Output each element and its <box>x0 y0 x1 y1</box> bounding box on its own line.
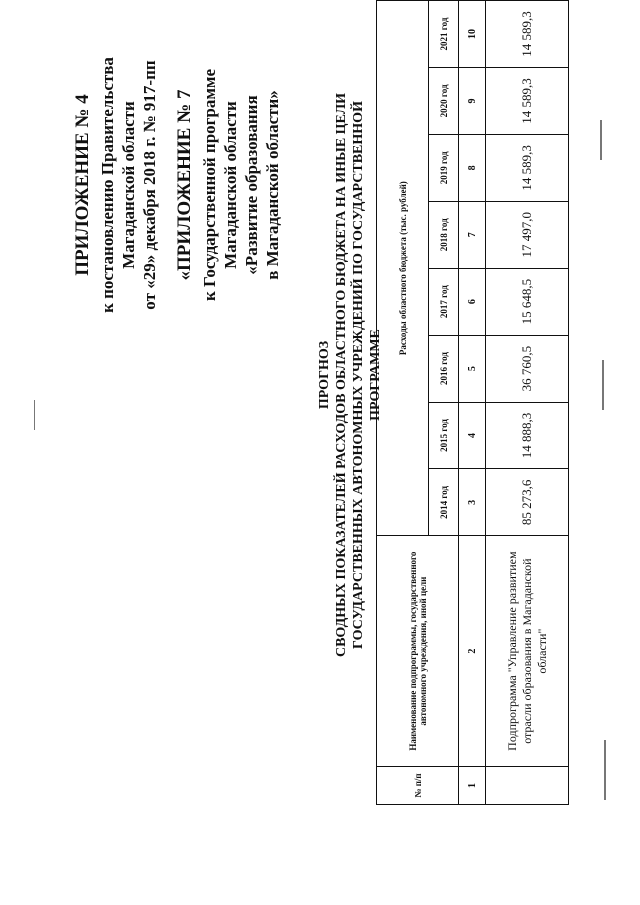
prognosis-heading <box>316 15 384 735</box>
year-header: 2018 год <box>429 201 459 268</box>
row-name: Подпрограмма "Управление развитием отрасли образования в Магаданской области" <box>486 536 569 767</box>
row-value: 14 589,3 <box>486 1 569 68</box>
header-line: в Магаданской области» <box>263 90 282 280</box>
year-header: 2014 год <box>429 469 459 536</box>
index-cell: 3 <box>459 469 486 536</box>
row-value: 15 648,5 <box>486 268 569 335</box>
index-cell: 8 <box>459 134 486 201</box>
row-number <box>486 766 569 804</box>
row-value: 14 589,3 <box>486 134 569 201</box>
index-cell: 9 <box>459 67 486 134</box>
col-name-header: Наименование подпрограммы, государственного автономного учреждения, иной цели <box>377 536 459 767</box>
index-cell: 4 <box>459 402 486 469</box>
header-line: «Развитие образования <box>242 95 261 275</box>
prognosis-line: ГОСУДАРСТВЕННЫХ АВТОНОМНЫХ УЧРЕЖДЕНИЙ ПО ГОСУДАРСТВЕННОЙ <box>351 101 366 649</box>
group-header: Расходы областного бюджета (тыс. рублей) <box>377 1 429 536</box>
index-row <box>459 1 486 805</box>
scan-artifact <box>34 400 35 430</box>
row-value: 36 760,5 <box>486 335 569 402</box>
prognosis-line: ПРОГРАММЕ <box>368 329 383 421</box>
row-value: 85 273,6 <box>486 469 569 536</box>
budget-table <box>376 0 569 805</box>
col-no-header: № п/п <box>377 766 459 804</box>
scan-artifact <box>602 360 604 410</box>
table-row <box>486 1 569 805</box>
header-line: Магаданской области <box>119 101 138 269</box>
row-value: 14 589,3 <box>486 67 569 134</box>
index-cell: 1 <box>459 766 486 804</box>
row-value: 14 888,3 <box>486 402 569 469</box>
year-header: 2019 год <box>429 134 459 201</box>
row-value: 17 497,0 <box>486 201 569 268</box>
scan-artifact <box>600 120 602 160</box>
appendix-header <box>72 25 283 345</box>
index-cell: 7 <box>459 201 486 268</box>
index-cell: 5 <box>459 335 486 402</box>
index-cell: 6 <box>459 268 486 335</box>
header-line: от «29» декабря 2018 г. № 917-пп <box>140 60 159 310</box>
appendix2-title: «ПРИЛОЖЕНИЕ № 7 <box>174 89 195 281</box>
prognosis-line: СВОДНЫХ ПОКАЗАТЕЛЕЙ РАСХОДОВ ОБЛАСТНОГО БЮДЖЕТА НА ИНЫЕ ЦЕЛИ <box>334 92 349 658</box>
year-header: 2016 год <box>429 335 459 402</box>
header-line: Магаданской области <box>221 101 240 269</box>
prognosis-title: ПРОГНОЗ <box>317 340 332 410</box>
appendix-title: ПРИЛОЖЕНИЕ № 4 <box>72 94 93 276</box>
year-header: 2021 год <box>429 1 459 68</box>
year-header: 2020 год <box>429 67 459 134</box>
header-line: к Государственной программе <box>200 68 219 302</box>
header-line: к постановлению Правительства <box>98 57 117 313</box>
year-header: 2017 год <box>429 268 459 335</box>
scan-artifact <box>604 740 606 800</box>
year-header: 2015 год <box>429 402 459 469</box>
index-cell: 10 <box>459 1 486 68</box>
index-cell: 2 <box>459 536 486 767</box>
